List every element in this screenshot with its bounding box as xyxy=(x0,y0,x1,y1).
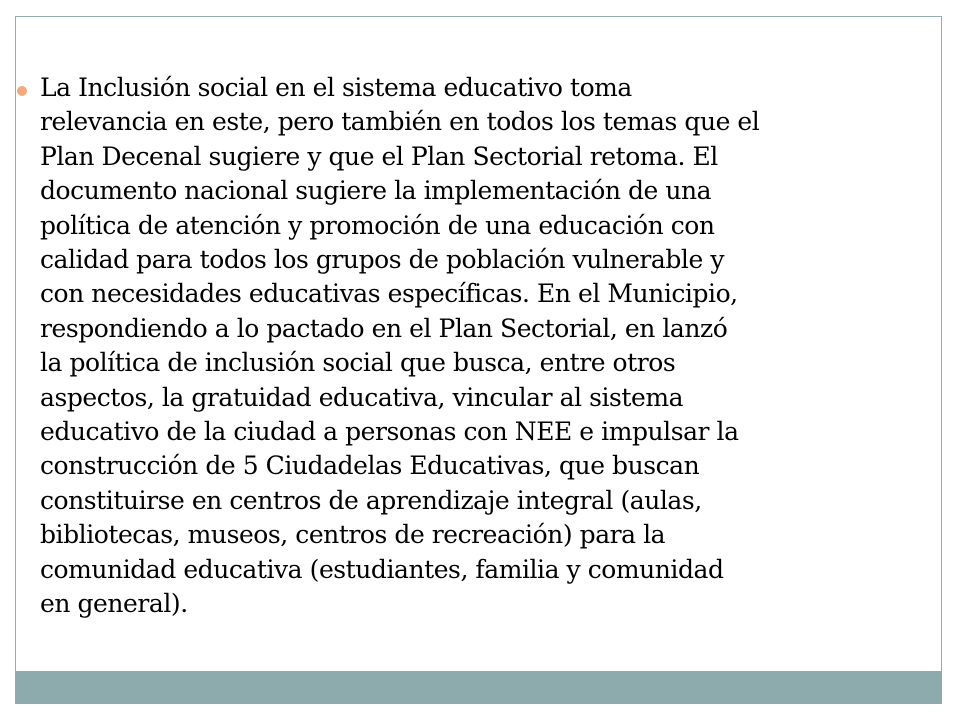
paragraph-line: bibliotecas, museos, centros de recreación) para la xyxy=(40,520,666,550)
paragraph-line: documento nacional sugiere la implementación de una xyxy=(40,176,712,206)
paragraph-line: constituirse en centros de aprendizaje integral (aulas, xyxy=(40,485,702,515)
paragraph-line: calidad para todos los grupos de población vulnerable y xyxy=(40,245,724,275)
bullet-dot-icon xyxy=(17,86,27,96)
body-paragraph xyxy=(40,71,860,622)
paragraph-line: La Inclusión social en el sistema educativo toma xyxy=(40,73,632,102)
paragraph-line: respondiendo a lo pactado en el Plan Sectorial, en lanzó xyxy=(40,313,728,343)
paragraph-line: construcción de 5 Ciudadelas Educativas, que buscan xyxy=(40,451,700,481)
paragraph-line: comunidad educativa (estudiantes, familia y comunidad xyxy=(40,554,724,584)
paragraph-line: con necesidades educativas específicas. En el Municipio, xyxy=(40,279,738,309)
paragraph-line: relevancia en este, pero también en todos los temas que el xyxy=(40,107,760,137)
paragraph-line: educativo de la ciudad a personas con NEE e impulsar la xyxy=(40,417,739,447)
footer-bar xyxy=(15,671,942,704)
paragraph-line: política de atención y promoción de una educación con xyxy=(40,210,715,240)
paragraph-line: la política de inclusión social que busca, entre otros xyxy=(40,348,676,378)
paragraph-line: en general). xyxy=(40,589,188,619)
paragraph-line: Plan Decenal sugiere y que el Plan Sectorial retoma. El xyxy=(40,141,718,171)
paragraph-line: aspectos, la gratuidad educativa, vincular al sistema xyxy=(40,382,684,412)
